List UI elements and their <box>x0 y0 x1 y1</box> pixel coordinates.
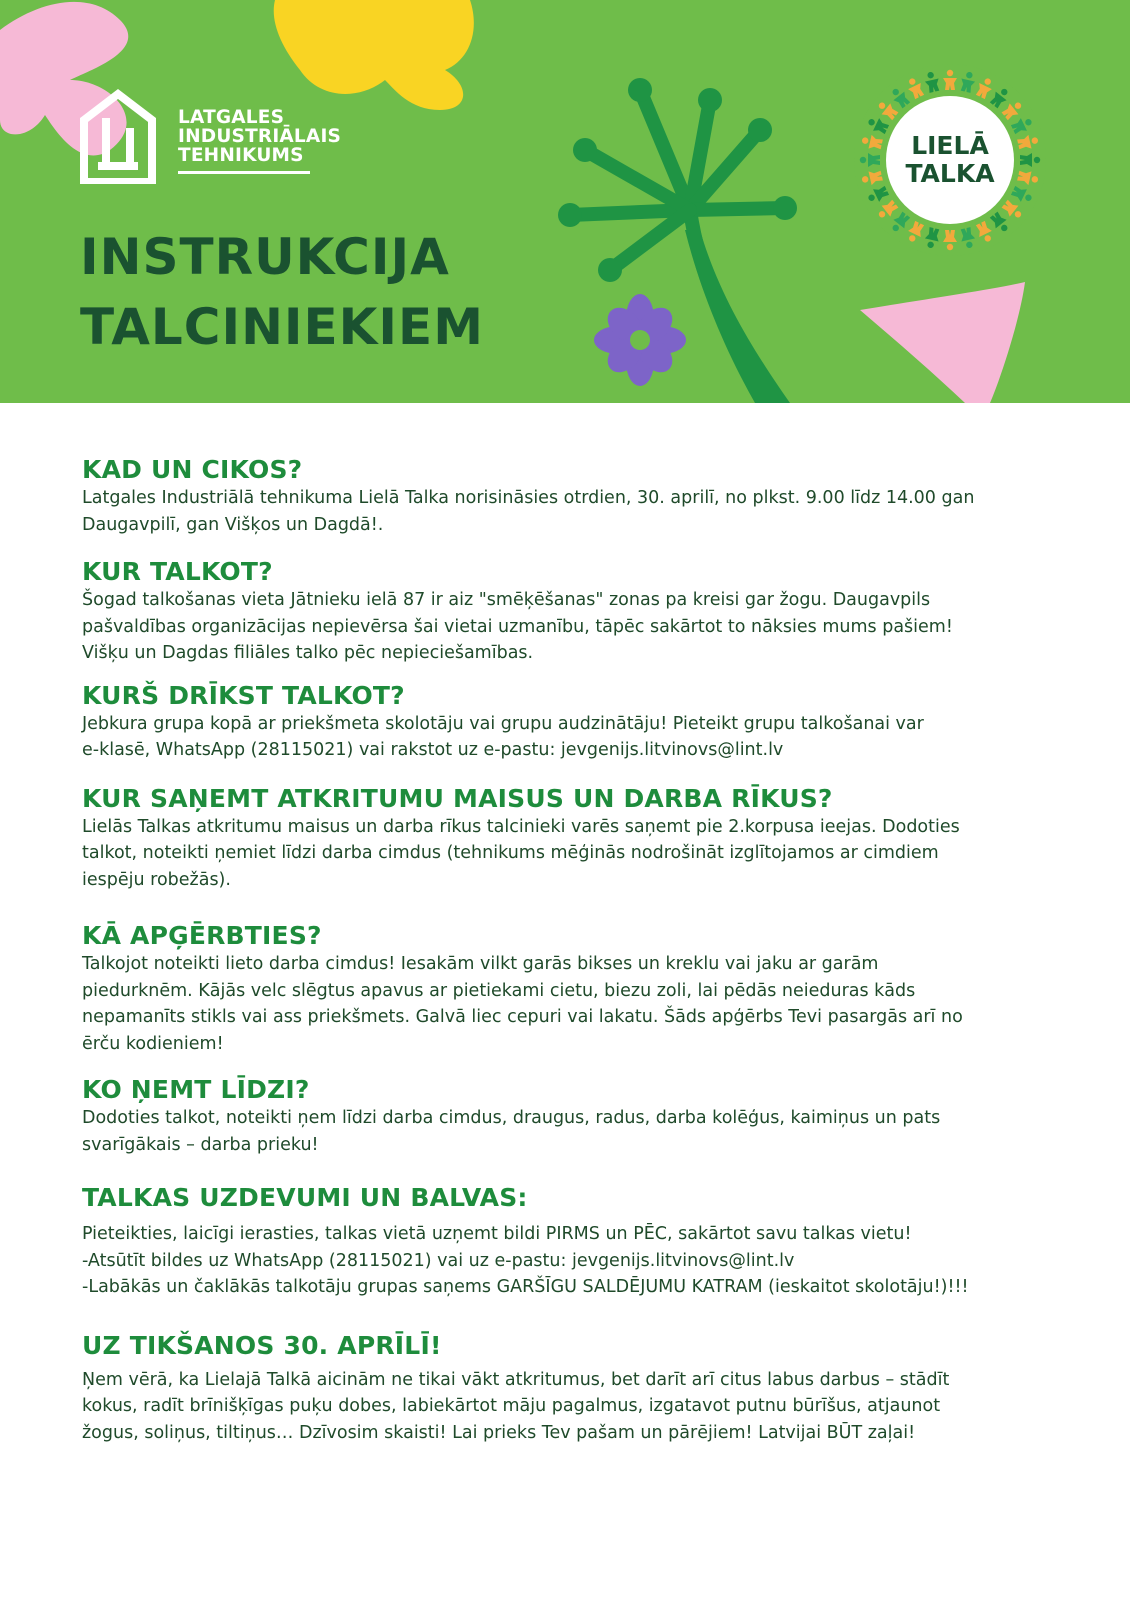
section-heading: KUR SAŅEMT ATKRITUMU MAISUS UN DARBA RĪKUS? <box>82 783 833 813</box>
section-heading: KUR TALKOT? <box>82 557 273 586</box>
section-when <box>82 455 1042 538</box>
school-name <box>178 108 341 174</box>
school-logo <box>80 88 341 184</box>
page-title <box>80 222 484 362</box>
section-bring <box>82 1075 1042 1158</box>
section-line: nepamanīts stikls vai ass priekšmets. Galvā liec cepuri vai lakatu. Šāds apģērbs Tevi pasargās arī no <box>82 1007 963 1027</box>
section-heading: KĀ APĢĒRBTIES? <box>82 921 322 950</box>
section-line: Latgales Industriālā tehnikuma Lielā Talka norisināsies otrdien, 30. aprilī, no plkst. 9.00 līdz 14.00 gan <box>82 488 975 508</box>
section-heading: KAD UN CIKOS? <box>82 455 303 484</box>
section-heading: KO ŅEMT LĪDZI? <box>82 1075 310 1104</box>
section-line: Lielās Talkas atkritumu maisus un darba rīkus talcinieki varēs saņemt pie 2.korpusa ieejas. Dodoties <box>82 816 960 837</box>
plant-stem-fill <box>685 230 790 403</box>
section-line: Ņem vērā, ka Lielajā Talkā aicinām ne tikai vākt atkritumus, bet darīt arī citus labus darbus – stādīt <box>82 1369 950 1390</box>
section-line: Talkojot noteikti lieto darba cimdus! Iesakām vilkt garās bikses un kreklu vai jaku ar garām <box>82 954 879 974</box>
section-line: Šogad talkošanas vieta Jātnieku ielā 87 ir aiz "smēķēšanas" zonas pa kreisi gar žogu. Daugavpils <box>82 590 931 610</box>
section-supplies <box>82 784 1042 894</box>
section-line: ērču kodieniem! <box>82 1033 224 1054</box>
page-title-line2: TALCINIEKIEM <box>80 298 484 356</box>
section-where <box>82 557 1042 667</box>
section-line: Višķu un Dagdas filiāles talko pēc nepieciešamības. <box>82 643 534 663</box>
section-line: svarīgākais – darba prieku! <box>82 1134 319 1155</box>
instructions-content <box>82 455 1042 1446</box>
liela-talka-badge <box>852 62 1048 258</box>
section-tasks <box>82 1183 1042 1301</box>
section-line: Daugavpilī, gan Višķos un Dagdā!. <box>82 514 384 535</box>
page-title-line1: INSTRUKCIJA <box>80 228 450 286</box>
pink-horn-decoration <box>860 282 1025 403</box>
section-heading: KURŠ DRĪKST TALKOT? <box>82 680 405 710</box>
logo-underline <box>178 171 310 174</box>
school-name-line2: INDUSTRIĀLAIS <box>178 126 342 147</box>
section-closing <box>82 1331 1042 1447</box>
section-line: Pieteikties, laicīgi ierasties, talkas vietā uzņemt bildi PIRMS un PĒC, sakārtot savu talkas vietu! <box>82 1224 912 1244</box>
section-line: kokus, radīt brīnišķīgas puķu dobes, labiekārtot māju pagalmus, izgatavot putnu būrīšus, atjaunot <box>82 1396 941 1416</box>
section-line: -Labākās un čaklākās talkotāju grupas saņems GARŠĪGU SALDĒJUMU KATRAM (ieskaitot skolotāju!)!!! <box>82 1277 969 1297</box>
school-name-line1: LATGALES <box>178 107 285 128</box>
section-clothing <box>82 921 1042 1057</box>
hero-banner <box>0 0 1130 403</box>
purple-flower-decoration <box>594 294 686 386</box>
section-line: Jebkura grupa kopā ar priekšmeta skolotāju vai grupu audzinātāju! Pieteikt grupu talkošanai var <box>82 713 924 734</box>
section-line: talkot, noteikti ņemiet līdzi darba cimdus (tehnikums mēģinās nodrošināt izglītojamos ar cimdiem <box>82 843 939 863</box>
section-line: e-klasē, WhatsApp (28115021) vai rakstot uz e-pastu: jevgenijs.litvinovs@lint.lv <box>82 740 784 760</box>
section-line: piedurknēm. Kājās velc slēgtus apavus ar pietiekami cietu, biezu zoli, lai pēdās neieduras kāds <box>82 980 916 1001</box>
house-logo-icon <box>80 88 156 184</box>
section-heading: UZ TIKŠANOS 30. APRĪLĪ! <box>82 1330 442 1360</box>
section-who <box>82 681 1042 764</box>
badge-line2: TALKA <box>905 159 995 188</box>
badge-line1: LIELĀ <box>911 131 989 160</box>
section-heading: TALKAS UZDEVUMI UN BALVAS: <box>82 1183 528 1212</box>
section-line: -Atsūtīt bildes uz WhatsApp (28115021) vai uz e-pastu: jevgenijs.litvinovs@lint.lv <box>82 1250 795 1271</box>
school-name-line3: TEHNIKUMS <box>178 145 304 166</box>
section-line: Dodoties talkot, noteikti ņem līdzi darba cimdus, draugus, radus, darba kolēģus, kaimiņus un pats <box>82 1108 941 1128</box>
section-line: pašvaldības organizācijas nepievērsa šai vietai uzmanību, tāpēc sakārtot to nāksies mums pašiem! <box>82 616 953 637</box>
section-line: iespēju robežās). <box>82 869 231 890</box>
badge-text <box>852 62 1048 258</box>
section-line: žogus, soliņus, tiltiņus… Dzīvosim skaisti! Lai prieks Tev pašam un pārējiem! Latvijai BŪT zaļai! <box>82 1422 916 1443</box>
